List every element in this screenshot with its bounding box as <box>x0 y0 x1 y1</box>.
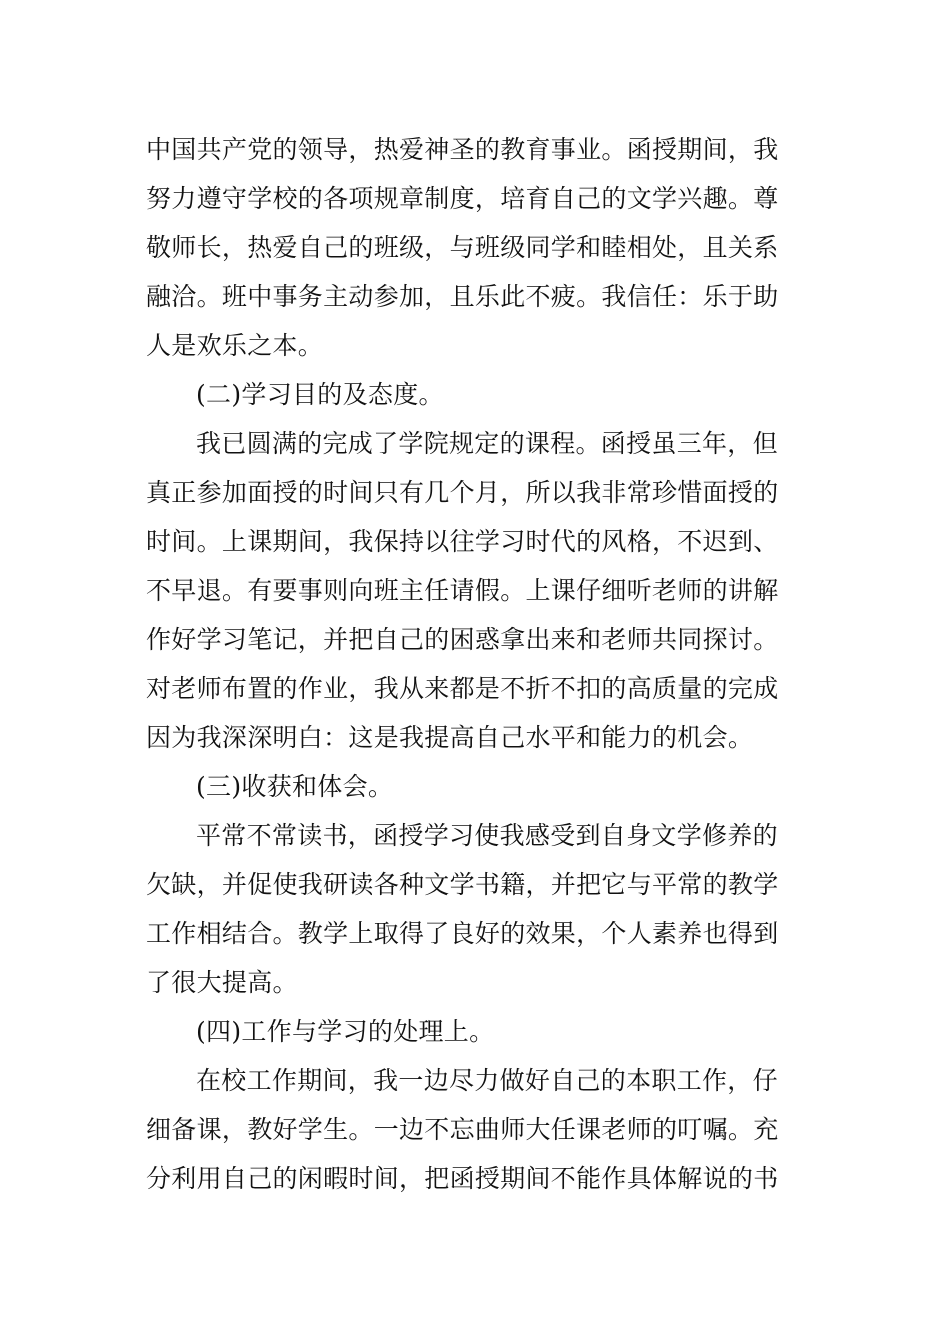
text-line: 欠缺，并促使我研读各种文学书籍，并把它与平常的教学 <box>146 870 779 899</box>
section-heading: (三)收获和体会。 <box>196 772 394 801</box>
text-line: 因为我深深明白：这是我提高自己水平和能力的机会。 <box>146 723 754 752</box>
text-line: 真正参加面授的时间只有几个月，所以我非常珍惜面授的 <box>146 478 779 507</box>
text-line: 中国共产党的领导，热爱神圣的教育事业。函授期间，我 <box>146 135 779 164</box>
text-line: 作好学习笔记，并把自己的困惑拿出来和老师共同探讨。 <box>146 625 779 654</box>
text-line: 了很大提高。 <box>146 968 298 997</box>
text-line: 时间。上课期间，我保持以往学习时代的风格，不迟到、 <box>146 527 779 556</box>
section-heading: (二)学习目的及态度。 <box>196 380 444 409</box>
text-line: 不早退。有要事则向班主任请假。上课仔细听老师的讲解 <box>146 576 779 605</box>
text-line: 细备课，教好学生。一边不忘曲师大任课老师的叮嘱。充 <box>146 1115 779 1144</box>
text-line: 融洽。班中事务主动参加，且乐此不疲。我信任：乐于助 <box>146 282 779 311</box>
text-line: 在校工作期间，我一边尽力做好自己的本职工作，仔 <box>196 1066 778 1095</box>
text-line: 分利用自己的闲暇时间，把函授期间不能作具体解说的书 <box>146 1164 779 1193</box>
section-heading: (四)工作与学习的处理上。 <box>196 1017 495 1046</box>
text-line: 工作相结合。教学上取得了良好的效果，个人素养也得到 <box>146 919 779 948</box>
text-line: 努力遵守学校的各项规章制度，培育自己的文学兴趣。尊 <box>146 184 779 213</box>
text-line: 平常不常读书，函授学习使我感受到自身文学修养的 <box>196 821 778 850</box>
text-line: 敬师长，热爱自己的班级，与班级同学和睦相处，且关系 <box>146 233 779 262</box>
text-line: 我已圆满的完成了学院规定的课程。函授虽三年，但 <box>196 429 778 458</box>
text-line: 对老师布置的作业，我从来都是不折不扣的高质量的完成 <box>146 674 779 703</box>
text-line: 人是欢乐之本。 <box>146 331 324 360</box>
